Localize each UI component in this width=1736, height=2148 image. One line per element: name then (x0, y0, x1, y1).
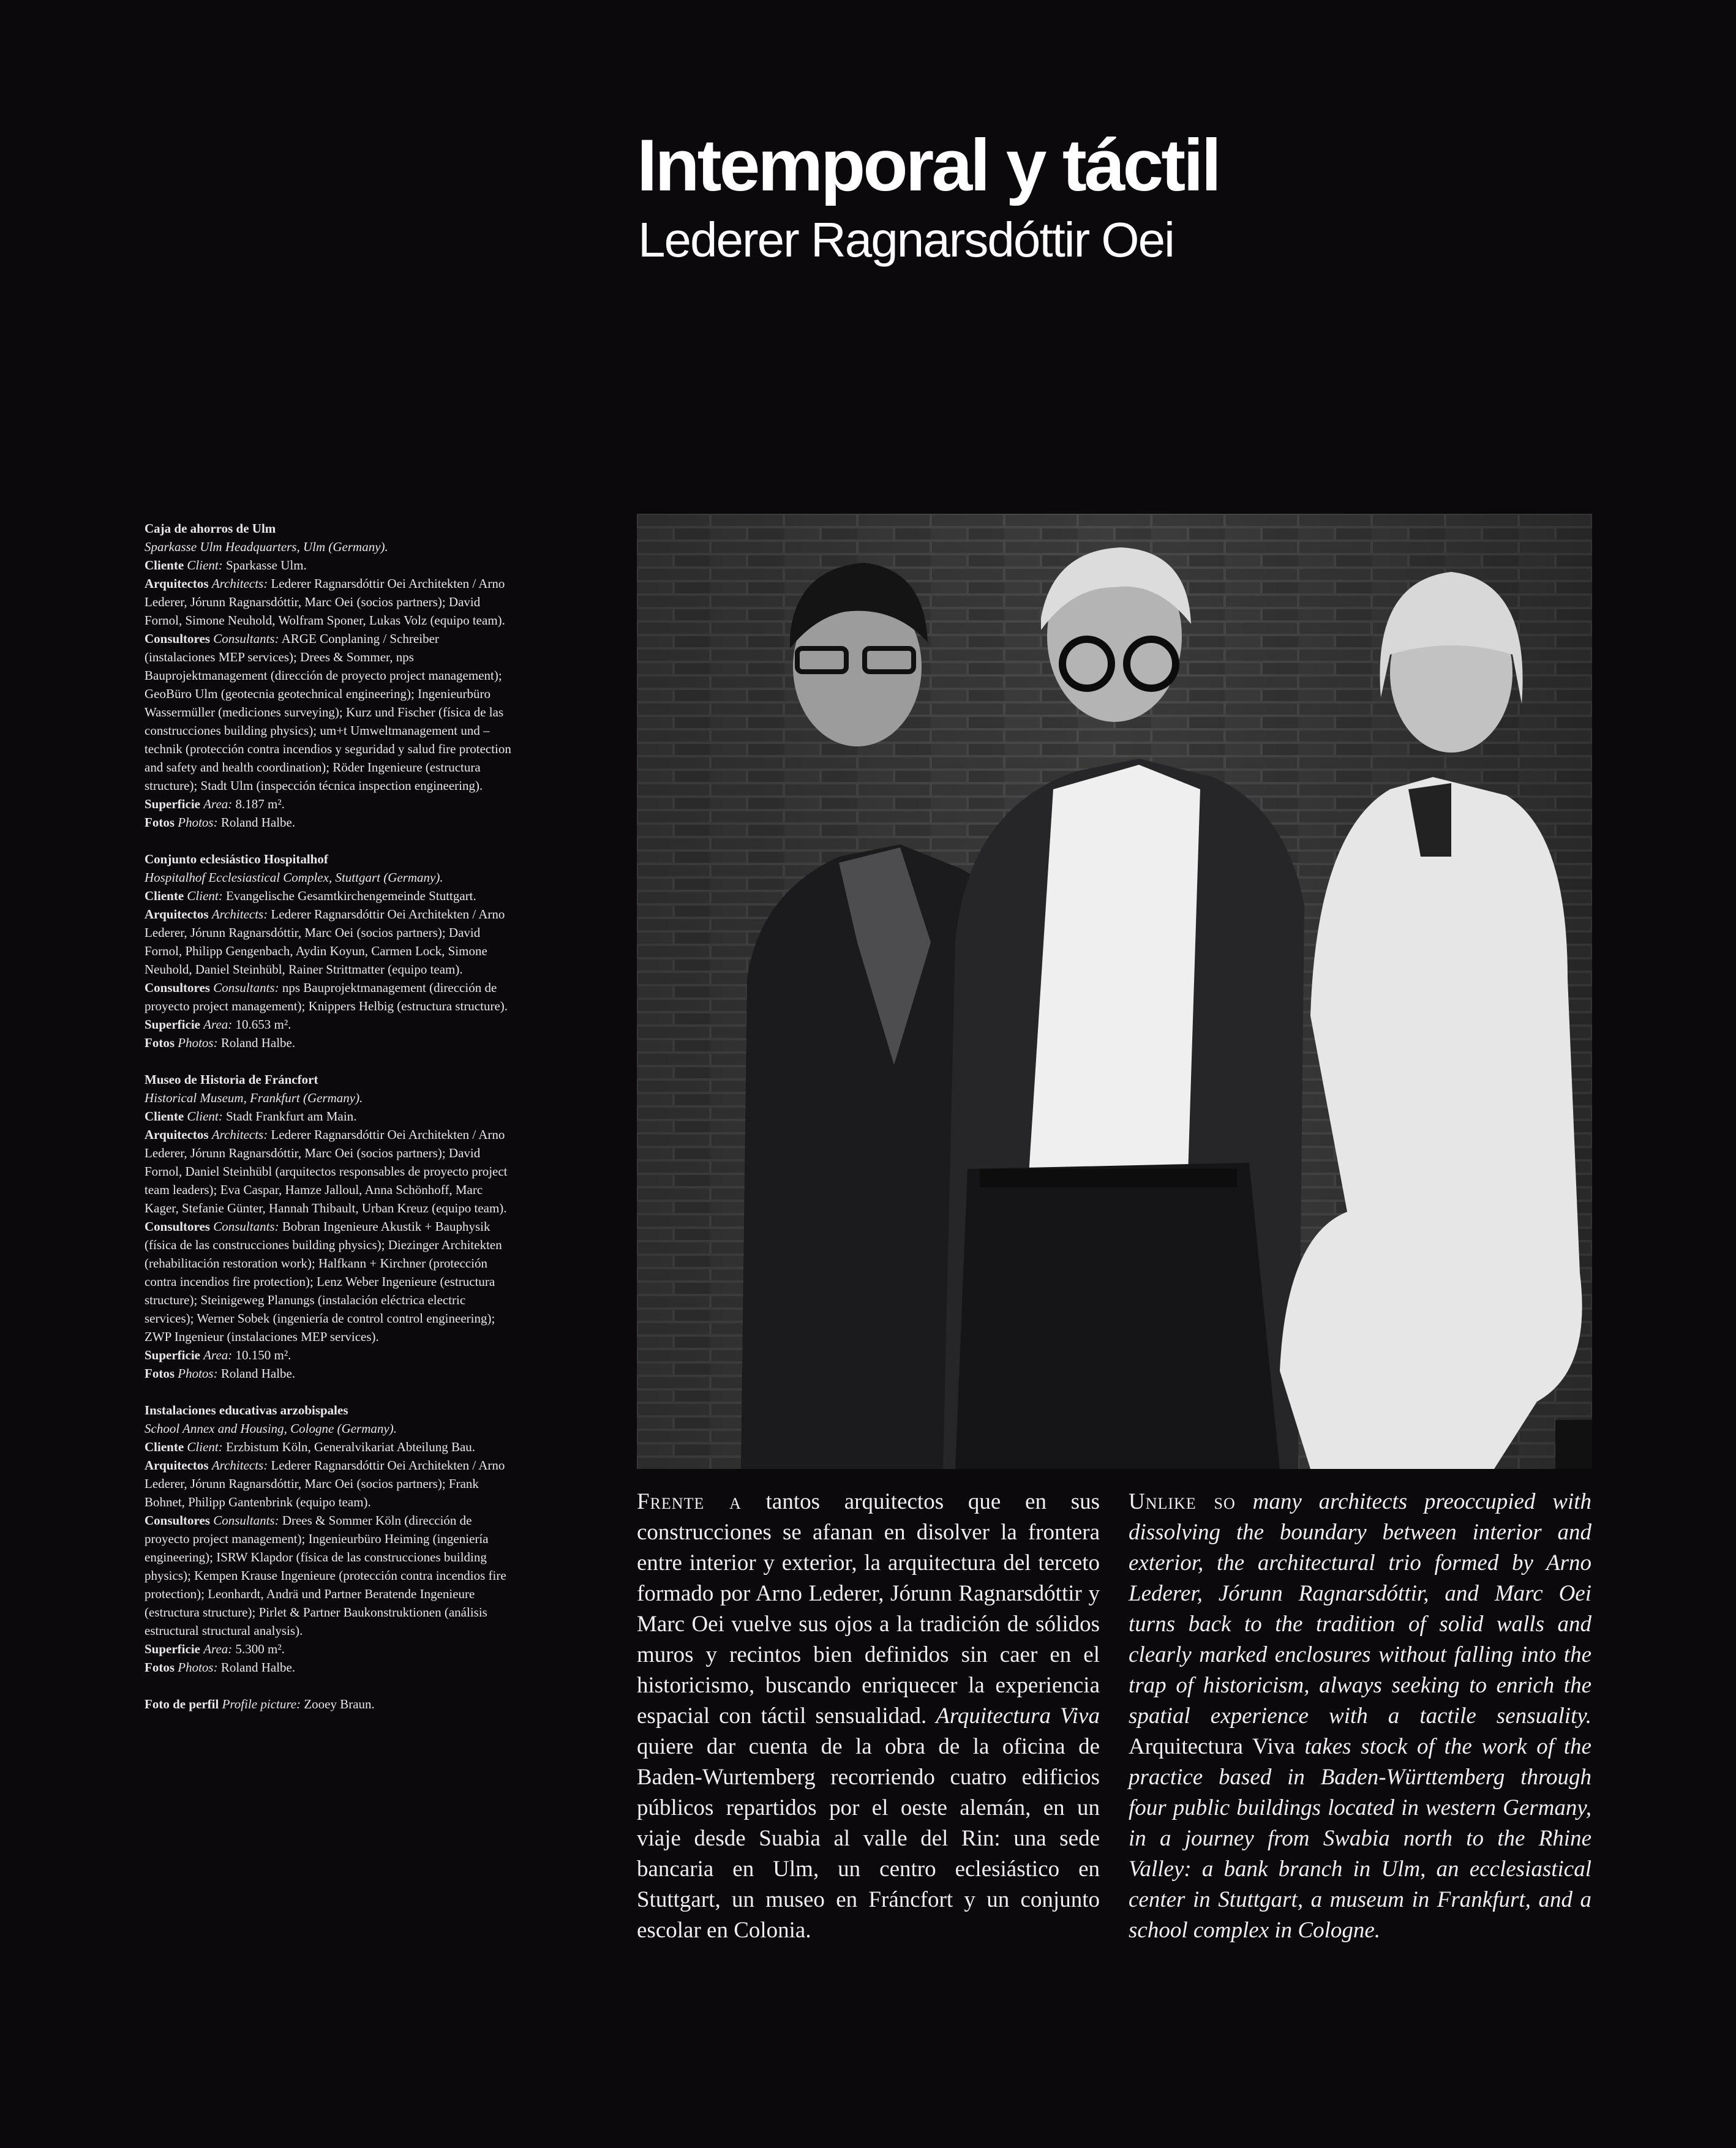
project-credit-block (145, 519, 512, 832)
intro-text-english (1129, 1487, 1591, 1946)
credit-label: Consultores (145, 631, 210, 646)
credit-label: Superficie (145, 1017, 200, 1032)
credit-label-english: Photos: (178, 1366, 218, 1381)
credit-value: Roland Halbe. (220, 815, 296, 830)
project-credits (145, 519, 512, 1713)
intro-lead-english: Unlike so (1129, 1489, 1236, 1514)
magazine-name-spanish: Arquitectura Viva (936, 1703, 1100, 1729)
credit-line (145, 813, 512, 832)
credit-label-english: Consultants: (213, 631, 279, 646)
credit-label-english: Architects: (211, 576, 268, 591)
credit-label: Superficie (145, 1348, 200, 1362)
credit-label: Cliente (145, 558, 184, 573)
credit-line (145, 795, 512, 813)
portrait-photo-icon (637, 514, 1592, 1469)
project-credit-block (145, 1070, 512, 1383)
credit-label: Superficie (145, 797, 200, 811)
intro-text-english-part1: many architects preoccupied with dissolving the boundary between interior and exterior, the architectural trio formed by Arno Lederer, Jórunn Ragnarsdóttir, and Marc Oei turns back to the tradition of solid walls and clearly marked enclosures without falling into the trap of historicism, always seeking to enrich the spatial experience with a tactile sensuality. (1129, 1489, 1591, 1729)
project-credit-block (145, 850, 512, 1052)
intro-text-spanish-part2: quiere dar cuenta de la obra de la oficina de Baden-Wurtemberg recorriendo cuatro edificios públicos repartidos por el oeste alemán, en un viaje desde Suabia al valle del Rin: una sede bancaria en Ulm, un centro eclesiástico en Stuttgart, un museo en Fráncfort y un conjunto escolar en Colonia. (637, 1734, 1100, 1943)
credit-value: Sparkasse Ulm. (225, 558, 307, 573)
credit-line (145, 1640, 512, 1658)
page-subtitle: Lederer Ragnarsdóttir Oei (638, 212, 1174, 267)
credit-label-english: Architects: (211, 1127, 268, 1142)
credit-label: Fotos (145, 1660, 175, 1675)
credit-value: Drees & Sommer Köln (dirección de proyecto project management); Ingenieurbüro Heiming (ingeniería engineering); ISRW Klapdor (física de las construcciones building physics); Kempen Krause Ingenieure (protección contra incendios fire protection); Leonhardt, Andrä und Partner Beratende Ingenieure (estructura structure); Pirlet & Partner Baukonstruktionen (análisis estructural structural analysis). (145, 1513, 506, 1638)
project-english-name: Hospitalhof Ecclesiastical Complex, Stuttgart (Germany). (145, 870, 443, 885)
credit-label: Fotos (145, 1366, 175, 1381)
credit-line (145, 1015, 512, 1034)
credit-label: Cliente (145, 888, 184, 903)
portrait-photo (637, 514, 1592, 1469)
credit-line (145, 1034, 512, 1052)
credit-value: 8.187 m². (235, 797, 285, 811)
credit-label: Arquitectos (145, 1458, 209, 1473)
project-english-name: Historical Museum, Frankfurt (Germany). (145, 1091, 363, 1105)
credit-value: Roland Halbe. (220, 1660, 296, 1675)
credit-label-english: Photos: (178, 1035, 218, 1050)
credit-label: Foto de perfil (145, 1697, 219, 1711)
credit-value: 10.653 m². (235, 1017, 291, 1032)
credit-label-english: Architects: (211, 907, 268, 922)
credit-label-english: Area: (203, 1348, 233, 1362)
credit-label: Consultores (145, 980, 210, 995)
credit-value: Zooey Braun. (304, 1697, 375, 1711)
credit-label: Fotos (145, 815, 175, 830)
credit-label-english: Consultants: (213, 980, 279, 995)
credit-line (145, 556, 512, 574)
credit-label: Cliente (145, 1109, 184, 1124)
page-title: Intemporal y táctil (637, 124, 1219, 206)
credit-label-english: Client: (187, 558, 223, 573)
credit-value: Roland Halbe. (220, 1035, 296, 1050)
credit-line (145, 1456, 512, 1511)
credit-label-english: Architects: (211, 1458, 268, 1473)
credit-label-english: Area: (203, 1017, 233, 1032)
project-name: Museo de Historia de Fráncfort (145, 1072, 318, 1087)
credit-label-english: Client: (187, 888, 223, 903)
credit-label: Cliente (145, 1440, 184, 1454)
credit-label-english: Profile picture: (222, 1697, 301, 1711)
credit-line (145, 1364, 512, 1383)
magazine-name-english: Arquitectura Viva (1129, 1734, 1295, 1759)
credit-label-english: Photos: (178, 815, 218, 830)
credit-label: Arquitectos (145, 576, 209, 591)
project-credit-block (145, 1401, 512, 1677)
credit-value: Erzbistum Köln, Generalvikariat Abteilung Bau. (225, 1440, 476, 1454)
credit-value: Lederer Ragnarsdóttir Oei Architekten / Arno Lederer, Jórunn Ragnarsdóttir, Marc Oei (socios partners); Frank Bohnet, Philipp Gantenbrink (equipo team). (145, 1458, 505, 1509)
project-name: Conjunto eclesiástico Hospitalhof (145, 852, 328, 866)
credit-line (145, 1107, 512, 1125)
credit-label: Arquitectos (145, 1127, 209, 1142)
credit-value: Stadt Frankfurt am Main. (225, 1109, 357, 1124)
credit-label-english: Photos: (178, 1660, 218, 1675)
intro-text-spanish-part1: tantos arquitectos que en sus construcciones se afanan en disolver la frontera entre interior y exterior, la arquitectura del terceto formado por Arno Lederer, Jórunn Ragnarsdóttir y Marc Oei vuelve sus ojos a la tradición de sólidos muros y recintos bien definidos sin caer en el historicismo, buscando enriquecer la experiencia espacial con táctil sensualidad. (637, 1489, 1100, 1729)
credit-line (145, 1511, 512, 1640)
credit-value: ARGE Conplaning / Schreiber (instalaciones MEP services); Drees & Sommer, nps Bauprojektmanagement (dirección de proyecto project management); GeoBüro Ulm (geotecnia geotechnical engineering); Ingenieurbüro Wassermüller (mediciones surveying); Kurz und Fischer (física de las construcciones building physics); um+t Umweltmanagement und –technik (protección contra incendios y seguridad y salud fire protection and safety and health coordination); Röder Ingenieure (estructura structure); Stadt Ulm (inspección técnica inspection engineering). (145, 631, 511, 793)
project-english-name: School Annex and Housing, Cologne (Germany). (145, 1421, 397, 1436)
credit-label-english: Consultants: (213, 1219, 279, 1234)
credit-line (145, 574, 512, 629)
project-name: Caja de ahorros de Ulm (145, 521, 276, 536)
credit-line (145, 887, 512, 905)
profile-photo-credit (145, 1695, 512, 1713)
intro-text-english-part2: takes stock of the work of the practice based in Baden-Württemberg through four public buildings located in western Germany, in a journey from Swabia north to the Rhine Valley: a bank branch in Ulm, an ecclesiastical center in Stuttgart, a museum in Frankfurt, and a school complex in Cologne. (1129, 1734, 1591, 1943)
intro-lead-spanish: Frente a (637, 1489, 742, 1514)
credit-label-english: Consultants: (213, 1513, 279, 1528)
credit-label: Superficie (145, 1642, 200, 1656)
project-name: Instalaciones educativas arzobispales (145, 1403, 348, 1418)
credit-value: Roland Halbe. (220, 1366, 296, 1381)
intro-text-spanish (637, 1487, 1100, 1946)
project-english-name: Sparkasse Ulm Headquarters, Ulm (Germany). (145, 539, 388, 554)
credit-value: Evangelische Gesamtkirchengemeinde Stuttgart. (225, 888, 476, 903)
credit-label: Arquitectos (145, 907, 209, 922)
credit-line (145, 978, 512, 1015)
credit-line (145, 905, 512, 978)
credit-value: 10.150 m². (235, 1348, 291, 1362)
credit-line (145, 1658, 512, 1677)
credit-label-english: Client: (187, 1440, 223, 1454)
credit-value: Bobran Ingenieure Akustik + Bauphysik (física de las construcciones building physics); Diezinger Architekten (rehabilitación restoration work); Halfkann + Kirchner (protección contra incendios fire protection); Lenz Weber Ingenieure (estructura structure); Steinigeweg Planungs (instalación eléctrica electric services); Werner Sobek (ingeniería de control control engineering); ZWP Ingenieur (instalaciones MEP services). (145, 1219, 502, 1344)
credit-label-english: Area: (203, 1642, 233, 1656)
credit-label: Consultores (145, 1219, 210, 1234)
credit-line (145, 1346, 512, 1364)
credit-value: Lederer Ragnarsdóttir Oei Architekten / Arno Lederer, Jórunn Ragnarsdóttir, Marc Oei (socios partners); David Fornol, Daniel Steinhübl (arquitectos responsables de proyecto project team leaders); Eva Caspar, Hamze Jalloul, Anna Schönhoff, Marc Kager, Stefanie Günter, Hannah Thibault, Urban Kreuz (equipo team). (145, 1127, 508, 1215)
credit-value: Lederer Ragnarsdóttir Oei Architekten / Arno Lederer, Jórunn Ragnarsdóttir, Marc Oei (socios partners); David Fornol, Philipp Gengenbach, Aydin Koyun, Carmen Lock, Simone Neuhold, Daniel Steinhübl, Rainer Strittmatter (equipo team). (145, 907, 505, 977)
credit-line (145, 1125, 512, 1217)
credit-value: nps Bauprojektmanagement (dirección de proyecto project management); Knippers Helbig (estructura structure). (145, 980, 508, 1013)
credit-line (145, 1438, 512, 1456)
credit-line (145, 1217, 512, 1346)
credit-label-english: Area: (203, 797, 233, 811)
credit-value: Lederer Ragnarsdóttir Oei Architekten / Arno Lederer, Jórunn Ragnarsdóttir, Marc Oei (socios partners); David Fornol, Simone Neuhold, Wolfram Sponer, Lukas Volz (equipo team). (145, 576, 505, 628)
credit-line (145, 629, 512, 795)
credit-value: 5.300 m². (235, 1642, 285, 1656)
credit-label-english: Client: (187, 1109, 223, 1124)
credit-label: Fotos (145, 1035, 175, 1050)
credit-label: Consultores (145, 1513, 210, 1528)
